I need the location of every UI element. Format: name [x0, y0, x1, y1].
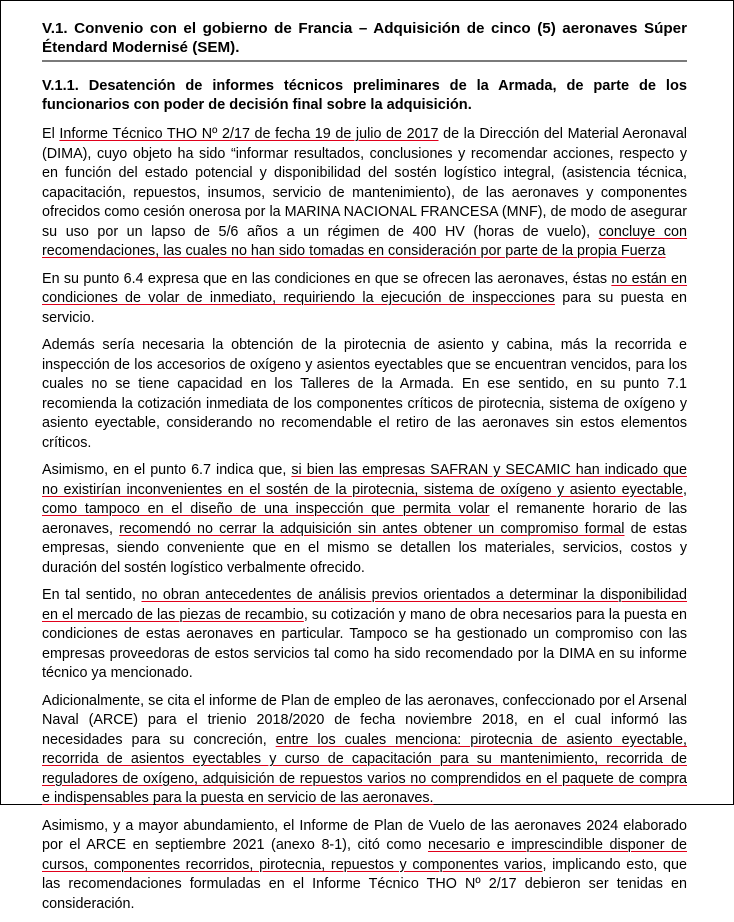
section-heading: V.1. Convenio con el gobierno de Francia – Adquisición de cinco (5) aeronaves Súper Étendard Modernisé (SEM). — [42, 19, 687, 62]
highlighted-text: necesario e imprescindible disponer de cursos, componentes recorridos, pirotecnia, repuestos y componentes varios — [42, 837, 687, 873]
paragraph-text: para su puesta en servicio. — [42, 290, 687, 326]
paragraph-text: Asimismo, en el punto 6.7 indica que, — [42, 462, 292, 478]
highlighted-text: como tampoco en el diseño de una inspección que permita volar — [42, 501, 490, 517]
paragraph-text: El — [42, 126, 60, 142]
paragraph-text: Además sería necesaria la obtención de la pirotecnia de asiento y cabina, más la recorrida e inspección de los accesorios de oxígeno y asientos eyectables que se encuentran vencidos, para los cuales no se tiene capacidad en los Talleres de la Armada. En ese sentido, en su punto 7.1 recomienda la cotización inmediata de los componentes críticos de pirotecnia, sistema de oxígeno y asiento eyectable, considerando no recomendable el retiro de las aeronaves sin estos elementos críticos. — [42, 337, 687, 451]
paragraph-text: , implicando esto, que las recomendaciones formuladas en el Informe Técnico THO Nº 2/17 debieron ser tenidas en consideración. — [42, 856, 687, 912]
paragraph-text: En tal sentido, — [42, 587, 142, 603]
paragraph-text: , — [683, 481, 687, 498]
paragraph — [42, 461, 687, 578]
highlighted-text: Informe Técnico THO Nº 2/17 de fecha 19 de julio de 2017 — [59, 126, 439, 142]
highlighted-text: entre los cuales menciona: pirotecnia de asiento eyectable, recorrida de asientos eyectables y curso de capacitación para su mantenimiento, recorrida de reguladores de oxígeno, adquisición de repuestos varios no comprendidos en el paquete de compra e indispensables para la puesta en servicio de las aeronaves. — [42, 731, 687, 806]
subsection-heading: V.1.1. Desatención de informes técnicos preliminares de la Armada, de parte de los funcionarios con poder de decisión final sobre la adquisición. — [42, 78, 687, 113]
highlighted-text: no están en condiciones de volar de inmediato, requiriendo la ejecución de inspecciones — [42, 270, 688, 306]
paragraph — [42, 270, 687, 329]
paragraph-text: de la Dirección del Material Aeronaval (DIMA), cuyo objeto ha sido “informar resultados, conclusiones y recomendar acciones, respecto y en función del estado potencial y disponibilidad del sostén logístico integral, (asistencia técnica, capacitación, repuestos, insumos, servicio de mantenimiento), de las aeronaves y componentes ofrecidos como cesión onerosa por la MARINA NACIONAL FRANCESA (MNF), de modo de asegurar su uso por un lapso de 5/6 años a un régimen de 400 HV (horas de vuelo), — [42, 126, 687, 240]
highlighted-text: no obran antecedentes de análisis previos orientados a determinar la disponibilidad en el mercado de las piezas de recambio — [42, 587, 687, 623]
document-content — [42, 19, 687, 922]
paragraph — [42, 817, 687, 915]
paragraph-text: En su punto 6.4 expresa que en las condiciones en que se ofrecen las aeronaves, éstas — [42, 270, 612, 287]
highlighted-text: concluye con recomendaciones, las cuales no han sido tomadas en consideración por parte de la propia Fuerza — [42, 223, 687, 259]
paragraph-text: , su cotización y mano de obra necesarios para la puesta en condiciones de estas aeronaves en particular. Tampoco se ha gestionado un compromiso con las empresas proveedoras de estos servicios tal como ha sido recomendado por la DIMA en su informe técnico ya mencionado. — [42, 606, 687, 681]
paragraph-text: Asimismo, y a mayor abundamiento, el Informe de Plan de Vuelo de las aeronaves 2024 elaborado por el ARCE en septiembre 2021 (anexo 8-1), citó como — [42, 817, 687, 853]
paragraph — [42, 125, 687, 262]
paragraph-text: de estas empresas, siendo conveniente que en el mismo se detallen los materiales, servicios, costos y duración del sostén logístico verbalmente ofrecido. — [42, 520, 687, 576]
paragraph-text: Adicionalmente, se cita el informe de Plan de empleo de las aeronaves, confeccionado por el Arsenal Naval (ARCE) para el trienio 2018/2020 de fecha noviembre 2018, en el cual informó las necesidades para su concreción, — [42, 692, 687, 748]
paragraph — [42, 586, 687, 684]
highlighted-text: recomendó no cerrar la adquisición sin antes obtener un compromiso formal — [119, 520, 625, 537]
body-text — [42, 125, 687, 914]
highlighted-text: si bien las empresas SAFRAN y SECAMIC han indicado que no existirían inconvenientes en el sostén de la pirotecnia, sistema de oxígeno y asiento eyectable — [42, 462, 687, 498]
paragraph-text: el remanente horario de las aeronaves, — [42, 501, 687, 537]
paragraph — [42, 336, 687, 453]
paragraph — [42, 692, 687, 809]
